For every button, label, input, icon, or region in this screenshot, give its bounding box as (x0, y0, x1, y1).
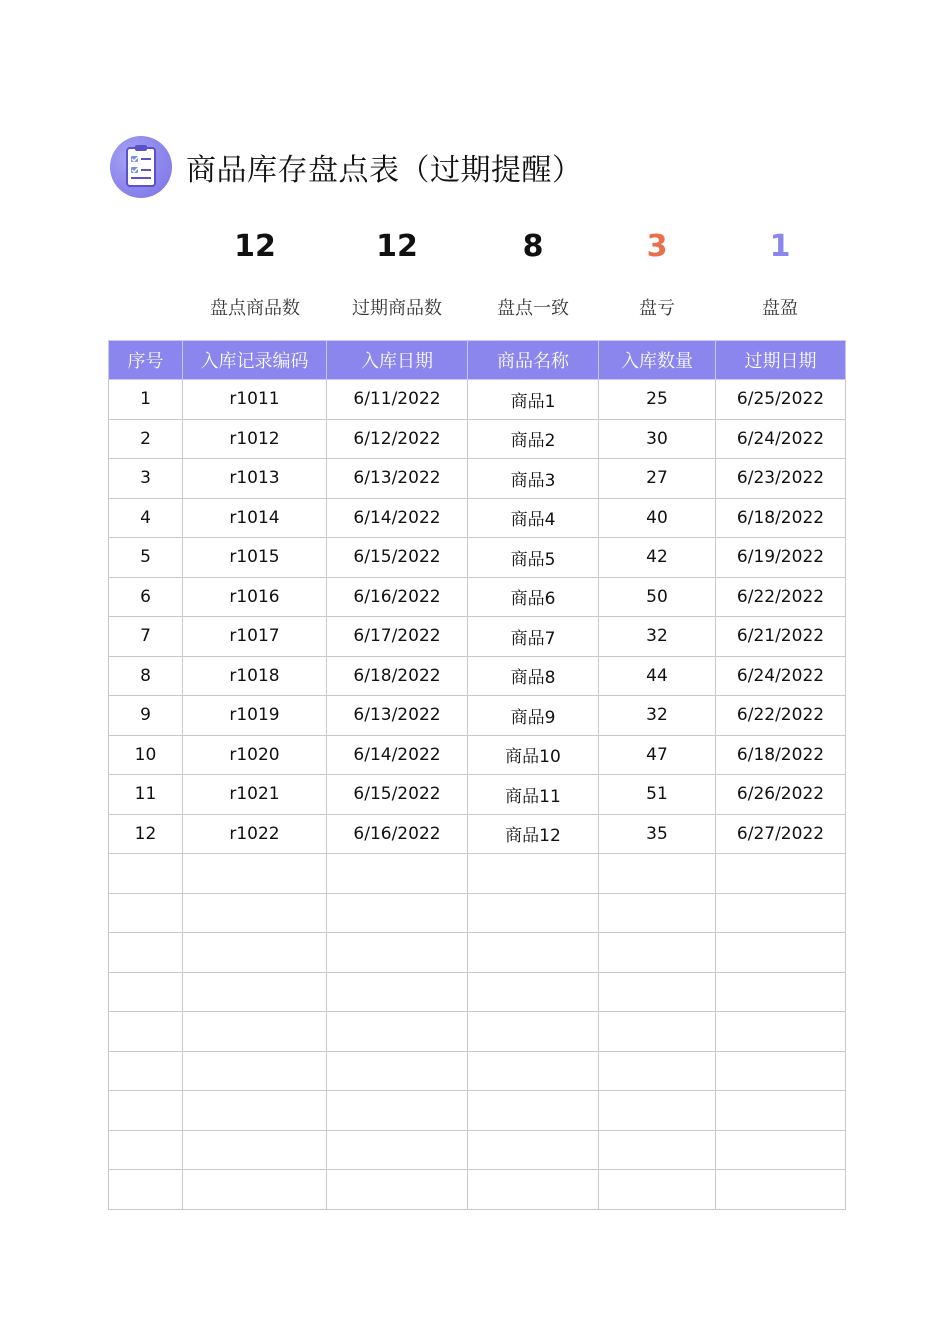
cell-quantity: 32 (599, 617, 716, 657)
table-row (109, 696, 846, 736)
summary-stats (0, 222, 950, 332)
cell-inbound-date: 6/14/2022 (327, 498, 468, 538)
stat-loss (639, 222, 675, 320)
cell-record-code: r1022 (183, 814, 327, 854)
cell-inbound-date (327, 1170, 468, 1210)
col-header-quantity: 入库数量 (599, 341, 716, 380)
table-body (109, 380, 846, 1210)
cell-product-name (468, 1091, 599, 1131)
cell-quantity: 50 (599, 577, 716, 617)
table-row (109, 1051, 846, 1091)
cell-inbound-date: 6/15/2022 (327, 538, 468, 578)
cell-inbound-date: 6/13/2022 (327, 459, 468, 499)
cell-expiry-date (716, 854, 846, 894)
cell-quantity: 51 (599, 775, 716, 815)
cell-record-code: r1013 (183, 459, 327, 499)
clipboard-checklist-icon (110, 136, 172, 198)
cell-expiry-date: 6/22/2022 (716, 696, 846, 736)
table-row (109, 1091, 846, 1131)
cell-product-name (468, 893, 599, 933)
cell-index: 6 (109, 577, 183, 617)
cell-quantity: 32 (599, 696, 716, 736)
col-header-expiry-date: 过期日期 (716, 341, 846, 380)
cell-quantity (599, 854, 716, 894)
table-row (109, 419, 846, 459)
cell-expiry-date (716, 893, 846, 933)
cell-quantity (599, 1130, 716, 1170)
cell-inbound-date: 6/15/2022 (327, 775, 468, 815)
cell-quantity: 30 (599, 419, 716, 459)
table-row (109, 1170, 846, 1210)
cell-expiry-date (716, 1012, 846, 1052)
table-row (109, 775, 846, 815)
cell-expiry-date: 6/26/2022 (716, 775, 846, 815)
cell-product-name (468, 854, 599, 894)
cell-inbound-date (327, 1012, 468, 1052)
cell-index (109, 1170, 183, 1210)
cell-quantity: 27 (599, 459, 716, 499)
cell-index: 11 (109, 775, 183, 815)
table-row (109, 617, 846, 657)
table-row (109, 459, 846, 499)
cell-product-name: 商品8 (468, 656, 599, 696)
stat-label: 过期商品数 (352, 298, 442, 319)
stat-label: 盘亏 (639, 298, 675, 319)
cell-quantity: 47 (599, 735, 716, 775)
cell-record-code: r1011 (183, 380, 327, 420)
cell-quantity (599, 972, 716, 1012)
cell-record-code: r1018 (183, 656, 327, 696)
cell-record-code (183, 972, 327, 1012)
stat-value: 8 (522, 229, 544, 264)
cell-expiry-date: 6/27/2022 (716, 814, 846, 854)
cell-index (109, 972, 183, 1012)
stat-value: 3 (646, 229, 668, 264)
cell-product-name: 商品11 (468, 775, 599, 815)
table-row (109, 498, 846, 538)
cell-inbound-date: 6/11/2022 (327, 380, 468, 420)
cell-record-code (183, 854, 327, 894)
table-row (109, 854, 846, 894)
cell-index (109, 1091, 183, 1131)
cell-record-code (183, 1012, 327, 1052)
cell-product-name (468, 972, 599, 1012)
cell-quantity (599, 1051, 716, 1091)
cell-product-name: 商品7 (468, 617, 599, 657)
cell-expiry-date (716, 1130, 846, 1170)
cell-record-code: r1016 (183, 577, 327, 617)
cell-expiry-date: 6/19/2022 (716, 538, 846, 578)
cell-index: 8 (109, 656, 183, 696)
cell-expiry-date: 6/18/2022 (716, 735, 846, 775)
cell-index (109, 854, 183, 894)
cell-expiry-date (716, 1051, 846, 1091)
cell-quantity: 25 (599, 380, 716, 420)
cell-record-code: r1020 (183, 735, 327, 775)
cell-index (109, 1012, 183, 1052)
cell-quantity (599, 933, 716, 973)
cell-inbound-date: 6/12/2022 (327, 419, 468, 459)
cell-expiry-date: 6/18/2022 (716, 498, 846, 538)
cell-record-code (183, 933, 327, 973)
page-title: 商品库存盘点表（过期提醒） (186, 153, 583, 188)
table-row (109, 380, 846, 420)
cell-quantity (599, 1170, 716, 1210)
stat-counted-items (210, 222, 300, 320)
stat-expired-items (352, 222, 442, 320)
cell-product-name: 商品3 (468, 459, 599, 499)
cell-inbound-date (327, 1051, 468, 1091)
cell-expiry-date: 6/22/2022 (716, 577, 846, 617)
cell-index: 12 (109, 814, 183, 854)
col-header-inbound-date: 入库日期 (327, 341, 468, 380)
cell-index (109, 1130, 183, 1170)
cell-record-code: r1021 (183, 775, 327, 815)
cell-record-code (183, 1130, 327, 1170)
cell-record-code: r1017 (183, 617, 327, 657)
cell-expiry-date: 6/23/2022 (716, 459, 846, 499)
table-row (109, 933, 846, 973)
cell-index: 10 (109, 735, 183, 775)
stat-value: 12 (234, 229, 276, 264)
cell-index: 5 (109, 538, 183, 578)
cell-inbound-date: 6/18/2022 (327, 656, 468, 696)
col-header-index: 序号 (109, 341, 183, 380)
cell-index (109, 893, 183, 933)
cell-inbound-date (327, 1130, 468, 1170)
cell-product-name: 商品12 (468, 814, 599, 854)
stat-value: 1 (769, 229, 791, 264)
table-row (109, 972, 846, 1012)
cell-inbound-date: 6/16/2022 (327, 814, 468, 854)
cell-quantity: 35 (599, 814, 716, 854)
stat-label: 盘点一致 (497, 298, 569, 319)
cell-quantity (599, 1012, 716, 1052)
cell-index (109, 1051, 183, 1091)
table-row (109, 538, 846, 578)
cell-product-name (468, 933, 599, 973)
cell-quantity (599, 1091, 716, 1131)
cell-product-name: 商品4 (468, 498, 599, 538)
table-header-row (109, 341, 846, 380)
cell-record-code: r1019 (183, 696, 327, 736)
table-row (109, 893, 846, 933)
cell-product-name: 商品10 (468, 735, 599, 775)
cell-record-code (183, 893, 327, 933)
cell-expiry-date (716, 933, 846, 973)
cell-product-name (468, 1051, 599, 1091)
inventory-table (108, 340, 846, 1210)
cell-record-code (183, 1051, 327, 1091)
col-header-record-code: 入库记录编码 (183, 341, 327, 380)
table-row (109, 577, 846, 617)
cell-index: 4 (109, 498, 183, 538)
cell-expiry-date (716, 1091, 846, 1131)
table-row (109, 735, 846, 775)
cell-inbound-date (327, 1091, 468, 1131)
cell-inbound-date: 6/13/2022 (327, 696, 468, 736)
cell-record-code: r1014 (183, 498, 327, 538)
stat-label: 盘盈 (762, 298, 798, 319)
cell-inbound-date (327, 893, 468, 933)
cell-quantity: 42 (599, 538, 716, 578)
stat-consistent (497, 222, 569, 320)
cell-quantity (599, 893, 716, 933)
cell-index: 2 (109, 419, 183, 459)
cell-product-name: 商品2 (468, 419, 599, 459)
cell-expiry-date: 6/25/2022 (716, 380, 846, 420)
cell-record-code (183, 1091, 327, 1131)
stat-gain (762, 222, 798, 320)
stat-label: 盘点商品数 (210, 298, 300, 319)
cell-record-code: r1015 (183, 538, 327, 578)
cell-inbound-date (327, 972, 468, 1012)
cell-index: 7 (109, 617, 183, 657)
cell-expiry-date (716, 1170, 846, 1210)
cell-product-name (468, 1130, 599, 1170)
page-header (110, 136, 583, 198)
table-row (109, 656, 846, 696)
cell-inbound-date: 6/17/2022 (327, 617, 468, 657)
col-header-product-name: 商品名称 (468, 341, 599, 380)
cell-product-name: 商品1 (468, 380, 599, 420)
cell-inbound-date: 6/16/2022 (327, 577, 468, 617)
table-row (109, 1012, 846, 1052)
cell-index: 3 (109, 459, 183, 499)
cell-inbound-date (327, 933, 468, 973)
cell-product-name: 商品9 (468, 696, 599, 736)
table-row (109, 1130, 846, 1170)
cell-expiry-date: 6/24/2022 (716, 419, 846, 459)
cell-index: 9 (109, 696, 183, 736)
cell-record-code: r1012 (183, 419, 327, 459)
cell-inbound-date: 6/14/2022 (327, 735, 468, 775)
cell-expiry-date: 6/24/2022 (716, 656, 846, 696)
cell-quantity: 44 (599, 656, 716, 696)
table-row (109, 814, 846, 854)
cell-product-name: 商品5 (468, 538, 599, 578)
cell-record-code (183, 1170, 327, 1210)
cell-expiry-date (716, 972, 846, 1012)
cell-product-name (468, 1170, 599, 1210)
cell-expiry-date: 6/21/2022 (716, 617, 846, 657)
stat-value: 12 (376, 229, 418, 264)
cell-quantity: 40 (599, 498, 716, 538)
cell-product-name (468, 1012, 599, 1052)
cell-index (109, 933, 183, 973)
cell-inbound-date (327, 854, 468, 894)
cell-product-name: 商品6 (468, 577, 599, 617)
cell-index: 1 (109, 380, 183, 420)
